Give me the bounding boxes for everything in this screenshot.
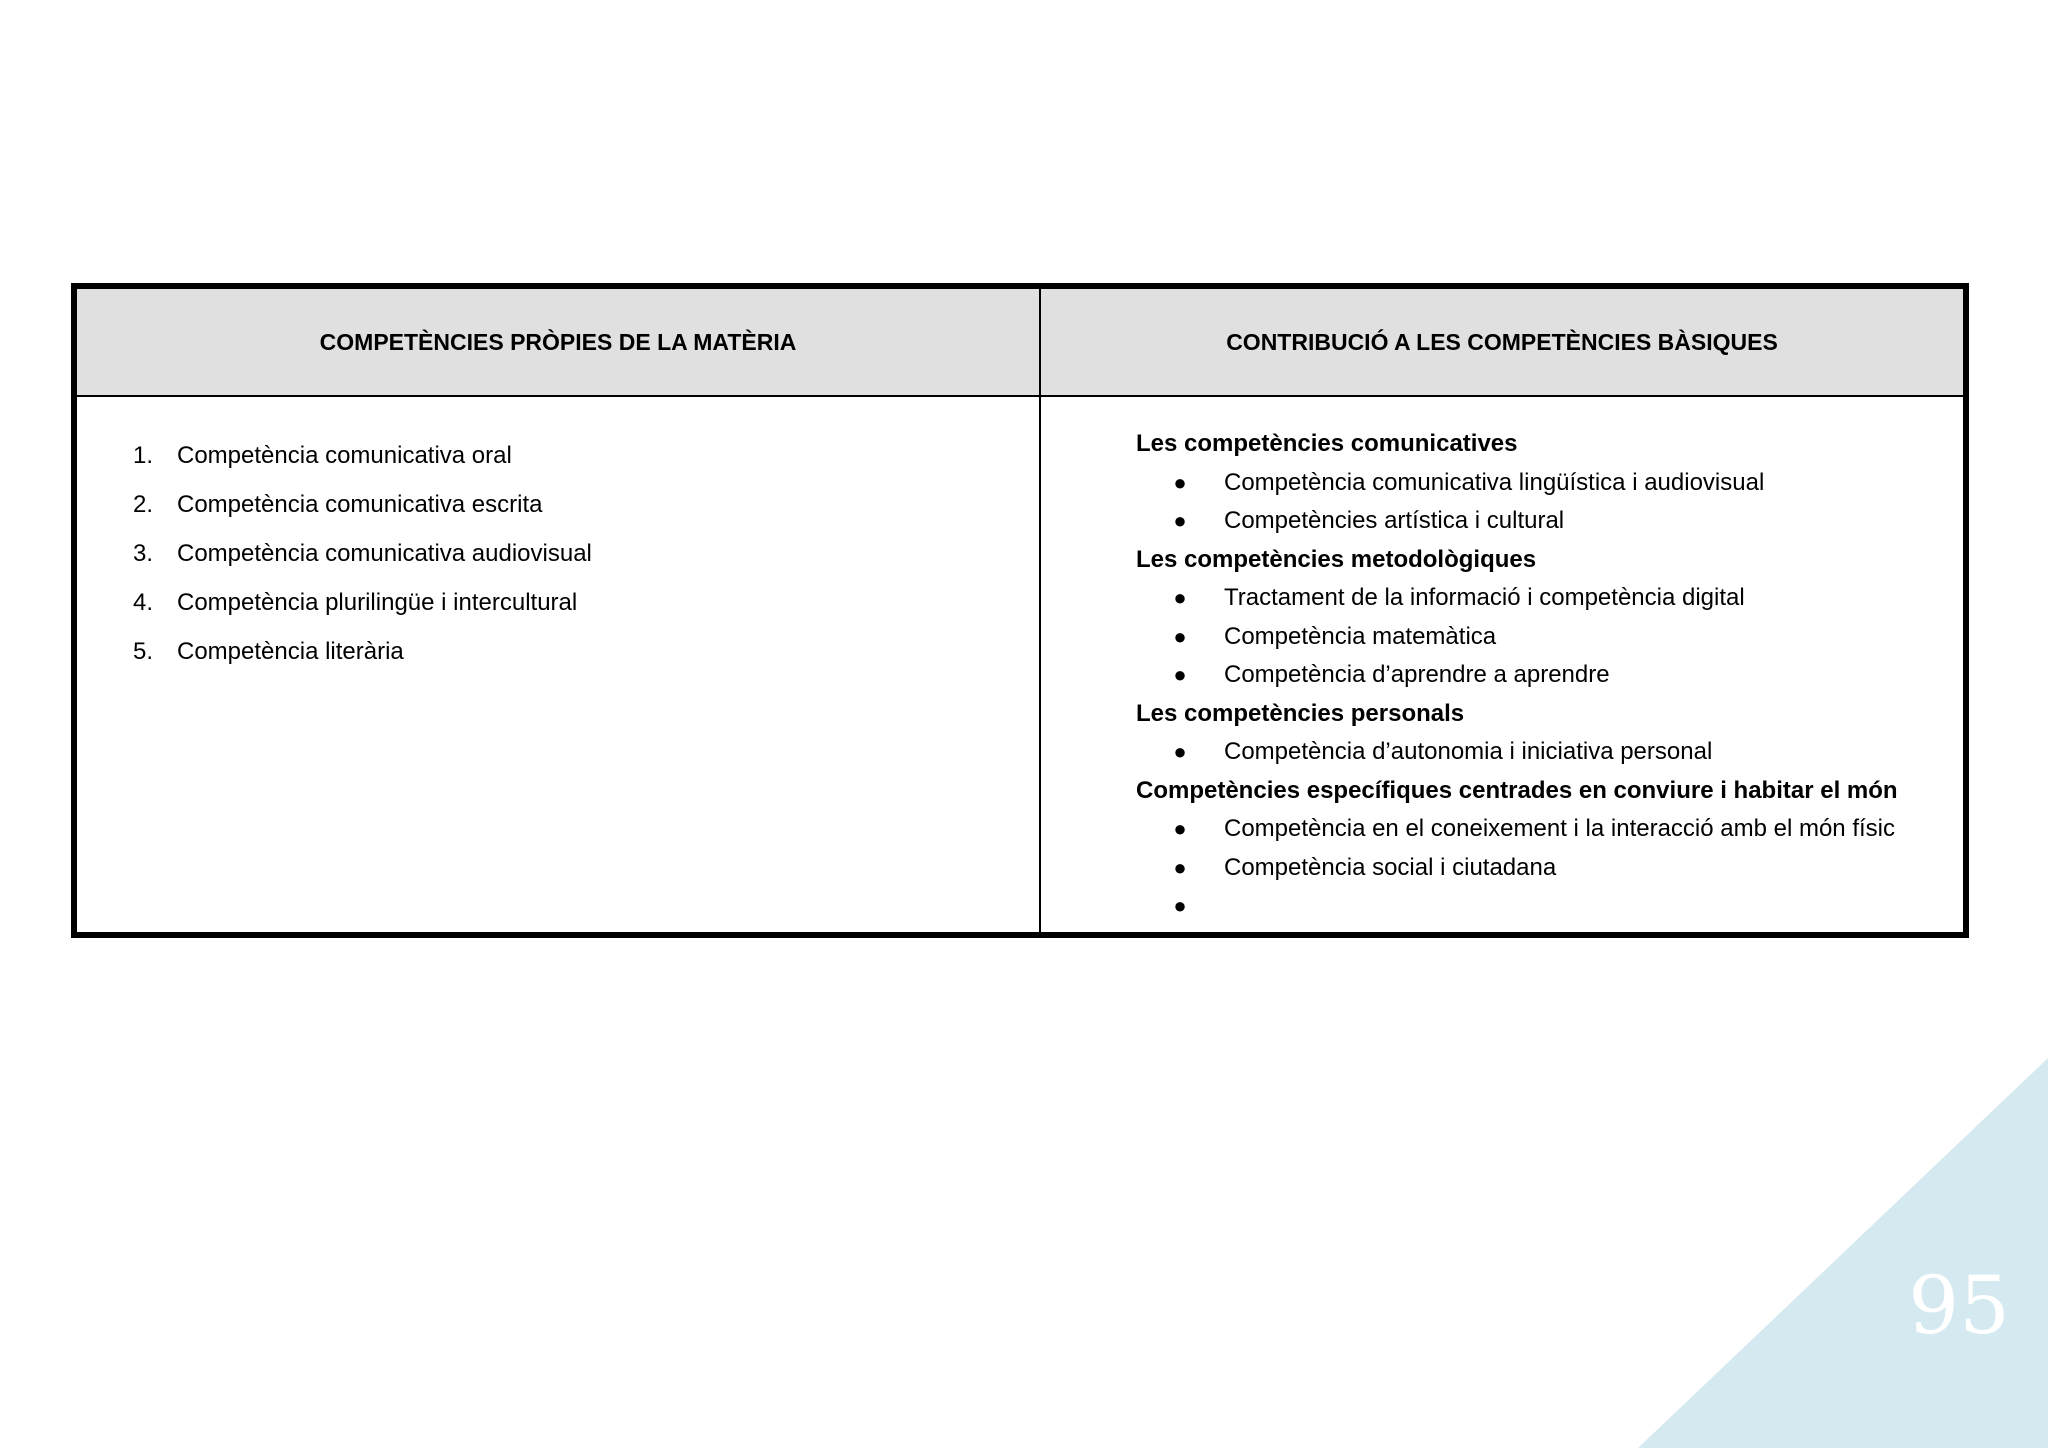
basic-competencies-contribution [1136, 428, 1898, 929]
page-number: 95 [1908, 1259, 2010, 1352]
item-text: Competències artística i cultural [1224, 507, 1565, 534]
bullet-icon: ● [1173, 508, 1187, 533]
item-number: 1. [133, 442, 154, 469]
list-item [1136, 582, 1898, 621]
item-number: 5. [133, 638, 154, 665]
bullet-icon: ● [1173, 662, 1187, 687]
list-item [1136, 467, 1898, 506]
list-item [133, 440, 592, 489]
bullet-icon: ● [1173, 739, 1187, 764]
header-contribucio-basiques: CONTRIBUCIÓ A LES COMPETÈNCIES BÀSIQUES [1226, 328, 1778, 355]
item-text: Competència literària [177, 638, 404, 665]
group-title-personals: Les competències personals [1136, 699, 1465, 727]
group-title-comunicatives: Les competències comunicatives [1136, 430, 1518, 457]
list-item [133, 489, 592, 538]
bullet-icon: ● [1173, 469, 1187, 495]
bullet-icon: ● [1173, 585, 1187, 610]
item-text: Competència en el coneixement i la interacció amb el món físic [1224, 815, 1895, 842]
bullet-icon: ● [1173, 854, 1187, 880]
item-text: Competència plurilingüe i intercultural [177, 589, 578, 616]
item-number: 3. [133, 540, 154, 567]
item-text: Competència comunicativa oral [177, 442, 512, 469]
item-text: Competència comunicativa escrita [177, 491, 543, 518]
corner-triangle [1638, 1058, 2048, 1448]
list-item [1136, 736, 1898, 775]
item-text: Competència comunicativa audiovisual [177, 540, 592, 567]
bullet-icon: ● [1173, 816, 1187, 841]
corner-decoration [1638, 1058, 2048, 1448]
list-item [1136, 505, 1898, 544]
list-item [1136, 890, 1898, 929]
list-item [1136, 852, 1898, 891]
list-item [133, 587, 592, 636]
group-title-especifiques: Competències específiques centrades en conviure i habitar el món [1136, 776, 1898, 804]
list-item [1136, 621, 1898, 660]
header-competencies-materia: COMPETÈNCIES PRÒPIES DE LA MATÈRIA [319, 328, 797, 355]
item-text: Competència d’aprendre a aprendre [1224, 661, 1610, 688]
item-number: 4. [133, 589, 154, 616]
item-number: 2. [133, 491, 154, 518]
list-item [1136, 659, 1898, 698]
bullet-icon: ● [1173, 893, 1187, 918]
list-item [133, 538, 592, 587]
bullet-icon: ● [1173, 623, 1187, 649]
list-item [1136, 813, 1898, 852]
item-text: Competència comunicativa lingüística i audiovisual [1224, 468, 1765, 496]
item-text: Tractament de la informació i competència digital [1224, 584, 1745, 611]
materia-competencies-list [133, 440, 592, 685]
list-item [133, 636, 592, 685]
group-title-metodologiques: Les competències metodològiques [1136, 545, 1537, 573]
item-text: Competència matemàtica [1224, 622, 1497, 650]
item-text: Competència social i ciutadana [1224, 853, 1557, 881]
competencies-table [71, 283, 1969, 938]
item-text: Competència d’autonomia i iniciativa personal [1224, 738, 1713, 765]
